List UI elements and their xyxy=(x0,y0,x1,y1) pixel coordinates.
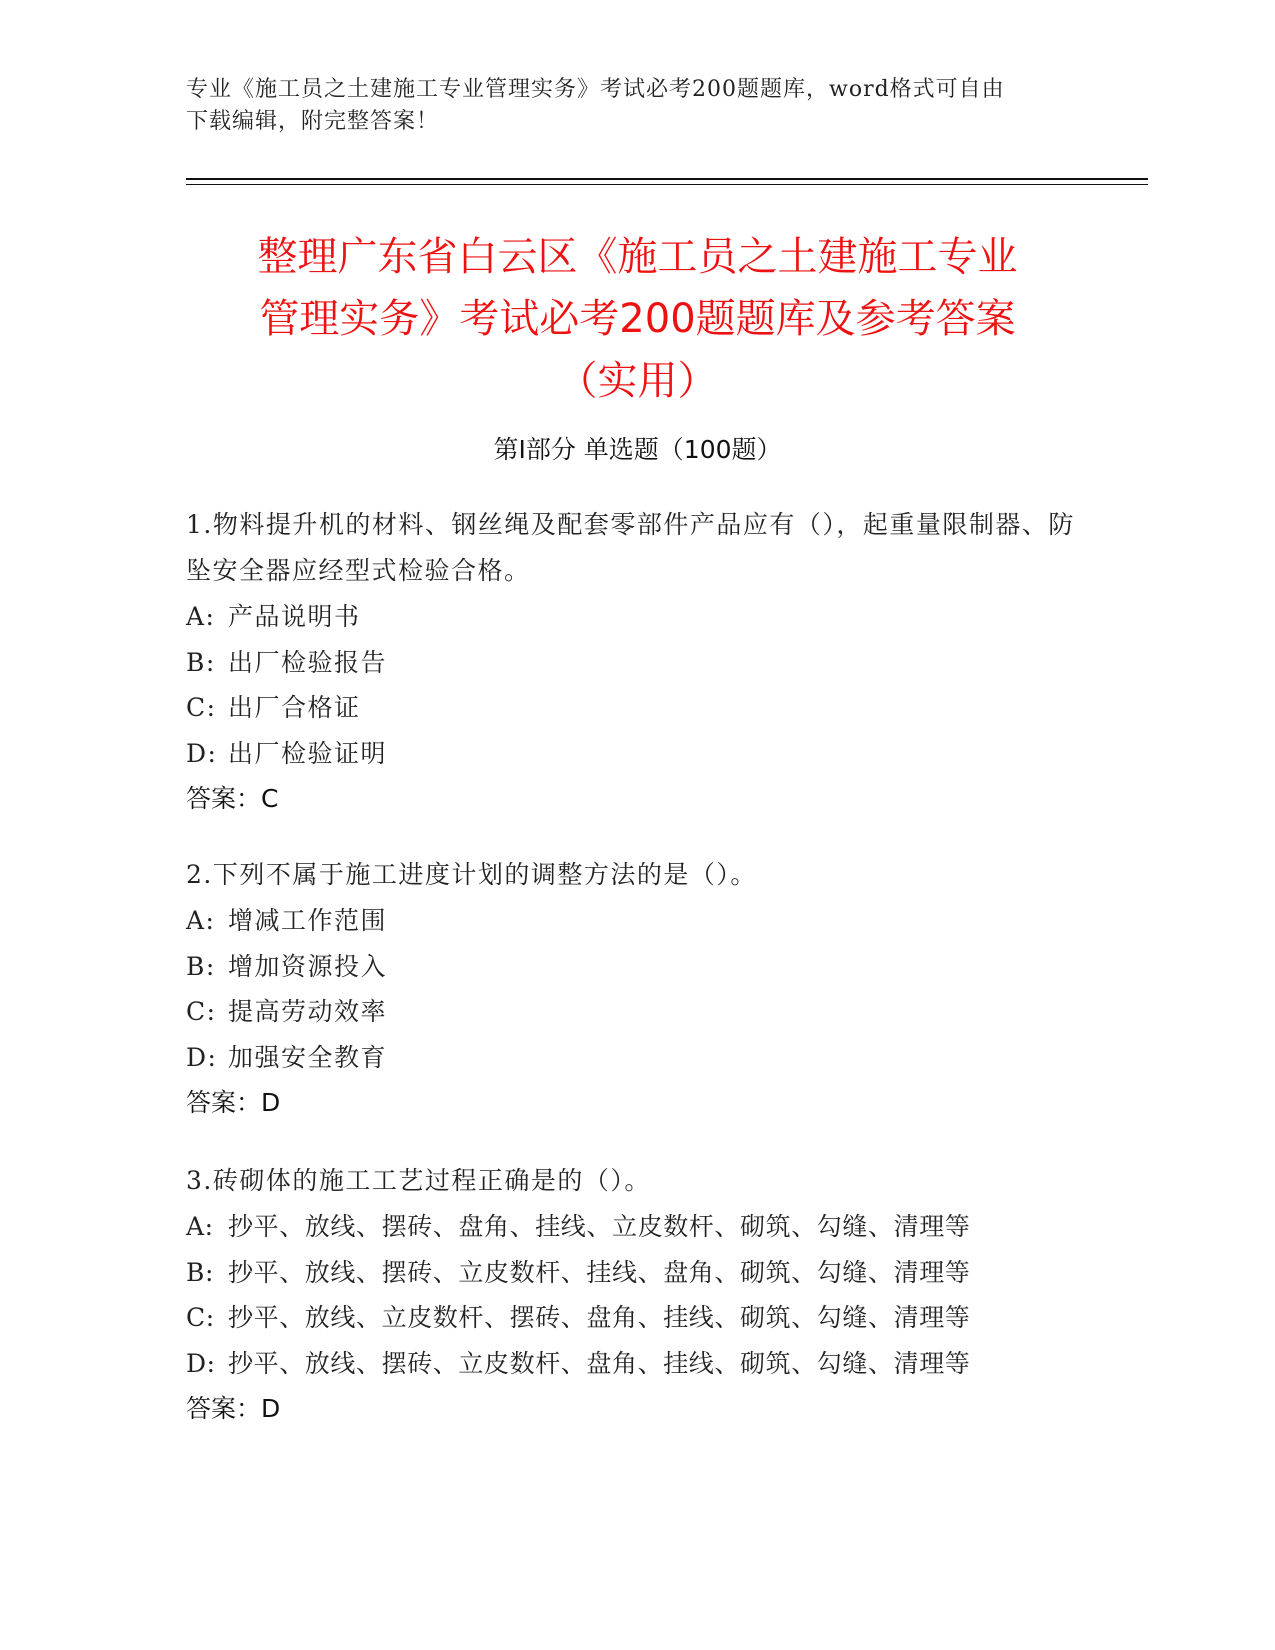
option-letter: C: xyxy=(186,997,217,1026)
option-c xyxy=(186,989,1096,1035)
option-letter: D: xyxy=(186,738,218,768)
option-text: 增减工作范围 xyxy=(228,906,388,935)
question-stem: 3.砖砌体的施工工艺过程正确是的（）。 xyxy=(186,1166,651,1195)
option-a xyxy=(186,594,1096,640)
option-text: 产品说明书 xyxy=(228,602,361,631)
document-title xyxy=(160,226,1115,412)
option-d xyxy=(186,1341,1096,1387)
option-letter: C: xyxy=(186,1303,215,1332)
option-text: 出厂合格证 xyxy=(228,693,361,722)
answer: 答案：D xyxy=(186,1394,281,1423)
option-b xyxy=(186,944,1096,990)
title-line3: （实用） xyxy=(557,358,718,404)
option-text: 加强安全教育 xyxy=(228,1042,388,1072)
option-text: 出厂检验证明 xyxy=(228,738,388,768)
question-stem: 1.物料提升机的材料、钢丝绳及配套零部件产品应有（），起重量限制器、防坠安全器应经型式检验合格。 xyxy=(186,510,1075,585)
title-line2: 管理实务》考试必考200题题库及参考答案 xyxy=(259,296,1016,342)
option-a xyxy=(186,898,1096,944)
option-b xyxy=(186,640,1096,686)
header-note-line1: 专业《施工员之土建施工专业管理实务》考试必考200题题库，word格式可自由 xyxy=(186,77,1005,102)
header-rule-thin xyxy=(186,184,1148,185)
title-line1: 整理广东省白云区《施工员之土建施工专业 xyxy=(257,234,1018,280)
option-d xyxy=(186,731,1096,777)
header-rule-thick xyxy=(186,178,1148,180)
option-letter: C: xyxy=(186,693,217,722)
option-text: 抄平、放线、摆砖、立皮数杆、盘角、挂线、砌筑、勾缝、清理等 xyxy=(228,1348,971,1378)
option-letter: D: xyxy=(186,1042,218,1072)
option-text: 提高劳动效率 xyxy=(228,997,388,1026)
question-stem: 2.下列不属于施工进度计划的调整方法的是（）。 xyxy=(186,860,757,889)
option-a xyxy=(186,1204,1096,1250)
question-3 xyxy=(186,1158,1096,1432)
option-letter: D: xyxy=(186,1348,216,1378)
option-c xyxy=(186,685,1096,731)
option-letter: B: xyxy=(186,1257,214,1287)
option-letter: A: xyxy=(186,602,216,631)
answer: 答案：D xyxy=(186,1088,281,1117)
option-text: 出厂检验报告 xyxy=(228,647,388,677)
option-text: 抄平、放线、摆砖、盘角、挂线、立皮数杆、砌筑、勾缝、清理等 xyxy=(228,1212,971,1241)
option-letter: A: xyxy=(186,1212,214,1241)
answer: 答案：C xyxy=(186,784,279,813)
option-letter: B: xyxy=(186,951,216,981)
option-letter: B: xyxy=(186,647,216,677)
header-note xyxy=(186,74,1066,138)
question-1 xyxy=(186,502,1096,822)
section-heading: 第I部分 单选题（100题） xyxy=(493,435,782,464)
option-text: 抄平、放线、摆砖、立皮数杆、挂线、盘角、砌筑、勾缝、清理等 xyxy=(228,1257,971,1287)
option-d xyxy=(186,1035,1096,1081)
option-letter: A: xyxy=(186,906,216,935)
option-text: 增加资源投入 xyxy=(228,951,388,981)
option-text: 抄平、放线、立皮数杆、摆砖、盘角、挂线、砌筑、勾缝、清理等 xyxy=(228,1303,971,1332)
question-2 xyxy=(186,852,1096,1126)
option-c xyxy=(186,1295,1096,1341)
option-b xyxy=(186,1250,1096,1296)
header-note-line2: 下载编辑，附完整答案！ xyxy=(186,109,440,134)
